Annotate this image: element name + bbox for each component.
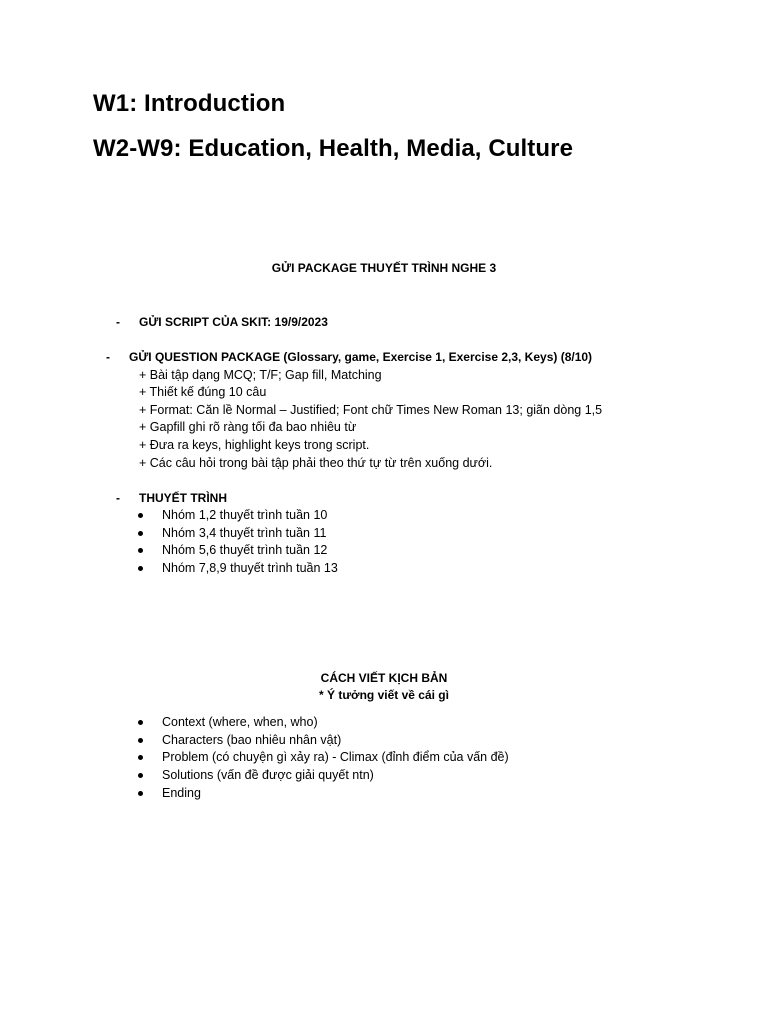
guide-item: Solutions (vấn đề được giải quyết ntn) [162, 768, 374, 782]
dash-marker: - [106, 350, 110, 364]
schedule-item: Nhóm 5,6 thuyết trình tuần 12 [162, 543, 328, 557]
requirement-item: + Format: Căn lề Normal – Justified; Font chữ Times New Roman 13; giãn dòng 1,5 [139, 403, 603, 417]
bullet-icon [138, 531, 143, 536]
bullet-icon [138, 513, 143, 518]
bullet-icon [138, 755, 143, 760]
question-package-label: GỬI QUESTION PACKAGE (Glossary, game, Exercise 1, Exercise 2,3, Keys) (8/10) [129, 350, 593, 364]
requirement-item: + Bài tập dạng MCQ; T/F; Gap fill, Matching [139, 368, 382, 382]
presentation-label: THUYẾT TRÌNH [139, 491, 227, 505]
guide-item: Ending [162, 786, 201, 800]
guide-item: Problem (có chuyện gì xảy ra) - Climax (đỉnh điểm của vấn đề) [162, 750, 509, 764]
script-guide-title: CÁCH VIẾT KỊCH BẢN [320, 671, 448, 685]
bullet-icon [138, 791, 143, 796]
package-title: GỬI PACKAGE THUYẾT TRÌNH NGHE 3 [271, 261, 497, 275]
schedule-item: Nhóm 1,2 thuyết trình tuần 10 [162, 508, 328, 522]
dash-marker: - [116, 491, 120, 505]
heading-w2-w9: W2-W9: Education, Health, Media, Culture [93, 135, 574, 162]
guide-item: Characters (bao nhiêu nhân vật) [162, 733, 342, 747]
guide-item: Context (where, when, who) [162, 715, 318, 729]
heading-w1: W1: Introduction [93, 90, 286, 117]
script-deadline-label: GỬI SCRIPT CỦA SKIT: 19/9/2023 [139, 315, 328, 329]
bullet-icon [138, 773, 143, 778]
bullet-icon [138, 738, 143, 743]
schedule-item: Nhóm 7,8,9 thuyết trình tuần 13 [162, 561, 338, 575]
schedule-item: Nhóm 3,4 thuyết trình tuần 11 [162, 526, 327, 540]
bullet-icon [138, 566, 143, 571]
dash-marker: - [116, 315, 120, 329]
bullet-icon [138, 548, 143, 553]
requirement-item: + Thiết kế đúng 10 câu [139, 385, 267, 399]
requirement-item: + Gapfill ghi rõ ràng tối đa bao nhiêu từ [139, 420, 357, 434]
bullet-icon [138, 720, 143, 725]
script-guide-subtitle: * Ý tưởng viết về cái gì [319, 688, 449, 702]
requirement-item: + Các câu hỏi trong bài tập phải theo thứ tự từ trên xuống dưới. [139, 456, 493, 470]
requirement-item: + Đưa ra keys, highlight keys trong script. [139, 438, 370, 452]
